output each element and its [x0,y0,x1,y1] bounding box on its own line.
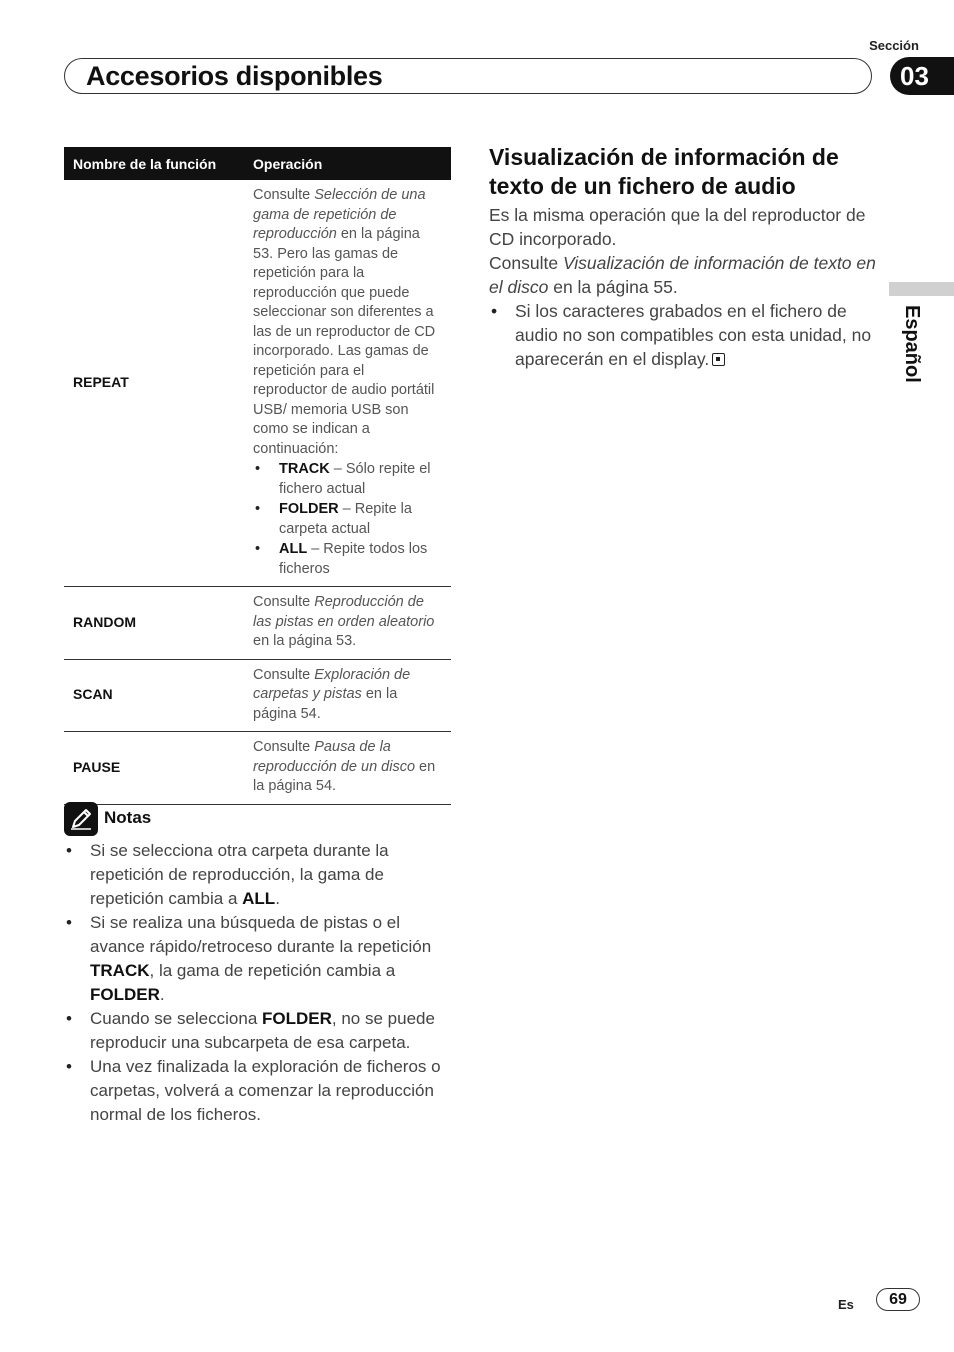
footer-lang-code: Es [838,1297,854,1312]
language-label-container [897,305,927,415]
option-key: FOLDER [279,501,339,517]
note-pencil-icon [64,802,98,836]
option-desc: – Repite la carpeta actual [279,501,412,537]
note-text: Una vez finalizada la exploración de ficheros o carpetas, volverá a comenzar la reproducción normal de los ficheros. [90,1057,441,1124]
consult-suffix: en la página 53. [253,226,420,262]
section-heading: Visualización de información de texto de un fichero de audio [489,144,839,199]
list-item [253,499,442,539]
consult-link: Visualización de información de texto en el disco [489,253,876,297]
list-item [489,299,881,371]
note-bold: ALL [242,889,276,908]
consult-prefix: Consulte [253,187,315,203]
page-number: 69 [876,1288,920,1311]
list-item [64,1007,454,1055]
list-item [64,911,454,1007]
note-bold: TRACK [90,961,150,980]
consult-paragraph [489,251,881,299]
table-row-random [64,587,451,660]
section-number-badge: 03 [890,57,954,95]
consult-link: Reproducción de las pistas en orden aleatorio [253,594,435,630]
right-bullet-list [489,299,881,371]
operation-cell [244,732,451,805]
table-row-scan [64,659,451,732]
consult-suffix: en la página 53. [253,633,357,649]
note-text: , no se puede reproducir una subcarpeta de esa carpeta. [90,1009,435,1052]
option-desc: – Repite todos los ficheros [279,541,428,577]
table-header-row [64,147,451,180]
function-name: SCAN [64,659,244,732]
list-item [253,539,442,579]
note-text: Cuando se selecciona [90,1009,263,1028]
operation-cell [244,180,451,587]
end-stop-icon [712,353,725,366]
consult-link: Selección de una gama de repetición de reproducción [253,187,426,242]
bullet-text: Si los caracteres grabados en el fichero de audio no son compatibles con esta unidad, no aparecerán en el display. [515,301,872,369]
note-bold: FOLDER [262,1009,332,1028]
header-function-name: Nombre de la función [64,147,244,180]
page-title: Accesorios disponibles [86,61,383,91]
section-label: Sección [869,38,919,53]
repeat-options-list [253,459,442,579]
table-row-repeat [64,180,451,587]
note-text: Si se selecciona otra carpeta durante la repetición de reproducción, la gama de repetición cambia a [90,841,389,908]
consult-prefix: Consulte [489,253,563,273]
language-tab [889,282,954,296]
extra-text: Pero las gamas de repetición para la reproducción que puede seleccionar son diferentes a las de un reproductor de CD incorporado. Las gamas de repetición para el reproductor de audio portátil USB/ memoria USB son como se indican a continuación: [253,245,436,457]
table-row-pause [64,732,451,805]
consult-prefix: Consulte [253,594,315,610]
consult-suffix: en la página 54. [253,686,398,722]
option-key: TRACK [279,461,330,477]
language-label: Español [901,305,923,383]
list-item [253,459,442,499]
body-paragraph: Es la misma operación que la del reproductor de CD incorporado. [489,205,866,249]
option-desc: – Sólo repite el fichero actual [279,461,431,497]
consult-prefix: Consulte [253,666,315,683]
function-table [64,147,451,805]
consult-link: Pausa de la reproducción de un disco [253,739,416,775]
operation-cell [244,659,451,732]
header-operation: Operación [244,147,451,180]
list-item [64,839,454,911]
consult-prefix: Consulte [253,739,315,755]
section-body [489,203,881,371]
consult-suffix: en la página 54. [253,758,436,794]
note-text: . [159,985,165,1004]
consult-link: Exploración de carpetas y pistas [253,666,411,702]
note-bold: FOLDER [90,985,160,1004]
operation-cell [244,587,451,660]
note-text: , la gama de repetición cambia a [149,961,396,980]
option-key: ALL [279,541,308,557]
consult-suffix: en la página 55. [548,277,678,297]
note-text: . [275,889,280,908]
note-text: Si se realiza una búsqueda de pistas o el avance rápido/retroceso durante la repetición [90,913,432,956]
notes-list [64,839,454,1127]
list-item [64,1055,454,1127]
function-name: PAUSE [64,732,244,805]
function-name: RANDOM [64,587,244,660]
notes-title: Notas [104,808,152,827]
function-name: REPEAT [64,180,244,587]
